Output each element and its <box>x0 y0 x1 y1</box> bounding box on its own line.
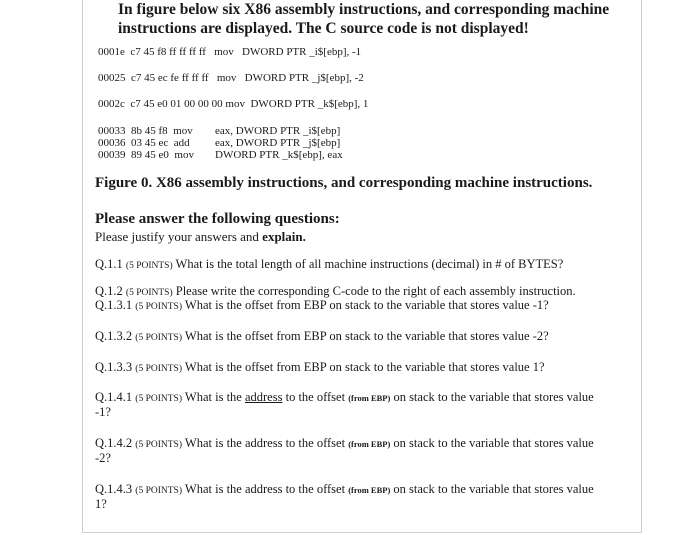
question-points: (5 POINTS) <box>135 486 182 496</box>
asm-bytes: 89 45 e0 <box>131 149 169 161</box>
question-1-3-2 <box>95 329 549 346</box>
asm-operands: DWORD PTR _j$[ebp], -2 <box>244 72 364 84</box>
asm-address: 00033 <box>98 125 126 137</box>
asm-mnemonic: mov <box>216 72 237 84</box>
asm-address: 00036 <box>98 137 126 149</box>
asm-operands: DWORD PTR _k$[ebp], eax <box>215 149 343 161</box>
question-text: to the offset <box>285 390 346 404</box>
asm-operands: eax, DWORD PTR _j$[ebp] <box>215 137 341 149</box>
asm-mnemonic: mov <box>225 98 245 110</box>
asm-row <box>98 125 193 137</box>
asm-row <box>98 46 361 58</box>
asm-bytes: c7 45 f8 ff ff ff ff <box>130 46 206 58</box>
question-text-small: (from EBP) <box>348 439 391 449</box>
question-text: What is the offset from EBP on stack to the variable that stores value -2? <box>184 329 549 343</box>
asm-mnemonic: mov <box>174 149 194 161</box>
question-text: What is the offset from EBP on stack to the variable that stores value -1? <box>184 298 549 312</box>
asm-operands: DWORD PTR _i$[ebp], -1 <box>242 46 362 58</box>
asm-operands: DWORD PTR _k$[ebp], 1 <box>250 98 369 110</box>
asm-bytes: c7 45 ec fe ff ff ff <box>131 72 209 84</box>
asm-row <box>98 149 194 161</box>
question-points: (5 POINTS) <box>135 440 182 450</box>
asm-bytes: 8b 45 f8 <box>131 125 168 137</box>
question-text: What is the address to the offset <box>184 482 346 496</box>
question-points: (5 POINTS) <box>135 302 182 312</box>
question-points: (5 POINTS) <box>125 261 173 271</box>
asm-mnemonic: add <box>173 137 190 149</box>
asm-address: 00025 <box>98 72 126 84</box>
question-1-4-2-continued: -2? <box>95 451 111 465</box>
question-1-3-3 <box>95 360 545 377</box>
figure-caption: Figure 0. X86 assembly instructions, and corresponding machine instructions. <box>95 175 593 191</box>
question-text: on stack to the variable that stores value <box>393 482 594 496</box>
question-id: Q.1.4.2 <box>95 436 133 450</box>
question-id: Q.1.3.3 <box>95 360 133 374</box>
asm-row <box>98 137 190 149</box>
question-text: on stack to the variable that stores value <box>393 390 594 404</box>
question-1-4-3 <box>95 482 594 499</box>
question-id: Q.1.4.1 <box>95 390 133 404</box>
asm-address: 0002c <box>98 98 125 110</box>
asm-bytes: c7 45 e0 01 00 00 00 <box>130 98 223 110</box>
instructions-prefix: Please justify your answers and <box>95 229 259 244</box>
question-id: Q.1.4.3 <box>95 482 133 496</box>
question-text: What is the total length of all machine instructions (decimal) in # of BYTES? <box>175 257 564 271</box>
question-text: What is the <box>184 390 242 404</box>
question-points: (5 POINTS) <box>135 364 182 374</box>
asm-row <box>98 72 364 84</box>
questions-heading: Please answer the following questions: <box>95 211 340 227</box>
asm-bytes: 03 45 ec <box>131 137 169 149</box>
question-1-4-2 <box>95 436 594 453</box>
question-id: Q.1.2 <box>95 284 123 298</box>
question-id: Q.1.1 <box>95 257 123 271</box>
question-text: Please write the corresponding C-code to the right of each assembly instruction. <box>175 284 576 298</box>
question-1-4-1-continued: -1? <box>95 405 111 419</box>
question-id: Q.1.3.1 <box>95 298 133 312</box>
question-text-underlined: address <box>244 390 283 404</box>
question-text-small: (from EBP) <box>348 393 391 403</box>
intro-line-1: In figure below six X86 assembly instructions, and corresponding machine <box>118 1 610 18</box>
question-text: What is the address to the offset <box>184 436 346 450</box>
asm-row <box>98 98 368 110</box>
asm-operands: eax, DWORD PTR _i$[ebp] <box>215 125 341 137</box>
instructions-emphasis: explain. <box>262 229 306 244</box>
question-points: (5 POINTS) <box>135 333 182 343</box>
asm-address: 0001e <box>98 46 125 58</box>
question-points: (5 POINTS) <box>135 394 182 404</box>
question-1-3-1 <box>95 298 549 315</box>
question-text: What is the offset from EBP on stack to the variable that stores value 1? <box>184 360 545 374</box>
intro-line-2: instructions are displayed. The C source code is not displayed! <box>118 20 529 37</box>
asm-address: 00039 <box>98 149 126 161</box>
question-1-4-1 <box>95 390 594 407</box>
question-1-4-3-continued: 1? <box>95 497 107 511</box>
intro-text <box>118 0 609 38</box>
question-text-small: (from EBP) <box>348 485 391 495</box>
asm-mnemonic: mov <box>173 125 193 137</box>
question-points: (5 POINTS) <box>125 288 173 298</box>
question-1-1 <box>95 257 563 274</box>
instructions-text <box>95 229 306 245</box>
question-id: Q.1.3.2 <box>95 329 133 343</box>
question-text: on stack to the variable that stores value <box>393 436 594 450</box>
asm-mnemonic: mov <box>214 46 234 58</box>
